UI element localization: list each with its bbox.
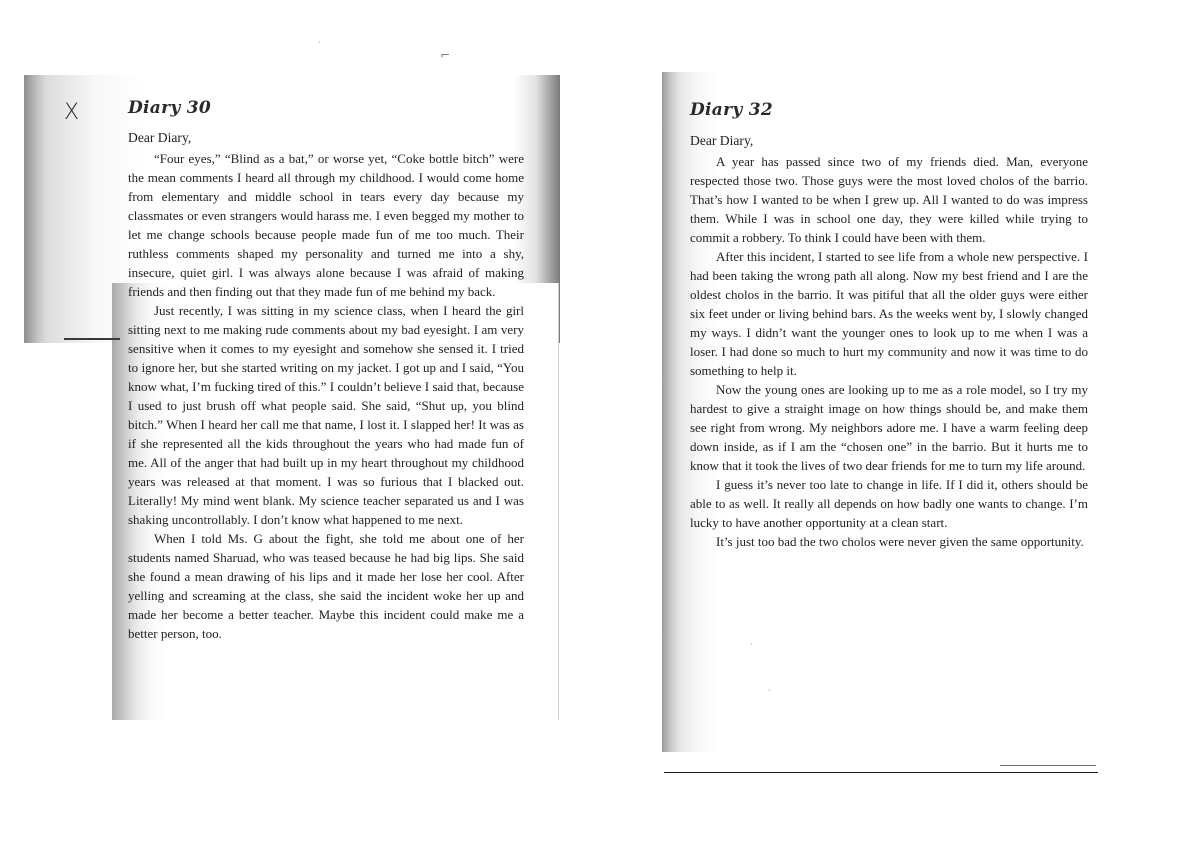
left-paragraph-3: When I told Ms. G about the fight, she told me about one of her students named Sharuad, who was teased because he had big lips. She said she found a mean drawing of his lips and it made her lose her cool. After yelling and screaming at the class, she said the incident woke her up and made her become a better teacher. Maybe this incident could make me a better person, too. — [128, 531, 524, 641]
bottom-rule-line-short — [1000, 765, 1096, 766]
scan-edge-line — [64, 338, 120, 340]
right-diary-body — [690, 152, 1088, 551]
scan-speck: ⌐ — [440, 48, 451, 62]
right-diary-heading: Diary 32 — [690, 100, 774, 120]
scan-speck: · — [750, 640, 753, 649]
scan-speck: · — [318, 38, 321, 47]
right-paragraph-2: After this incident, I started to see life from a whole new perspective. I had been taking the wrong path all along. Now my best friend and I are the oldest cholos in the barrio. It was pitiful that all the older guys were either six feet under or living behind bars. As the weeks went by, I slowly changed my ways. I didn’t want the younger ones to look up to me when I was a loser. I had done so much to hurt my community and now it was time to do something to help it. — [690, 249, 1088, 378]
right-paragraph-3: Now the young ones are looking up to me as a role model, so I try my hardest to give a straight image on how things should be, and make them see right from wrong. My neighbors adore me. I have a warm feeling deep down inside, as if I am the “chosen one” in the barrio. But it hurts me to know that it took the lives of two dear friends for me to turn my life around. — [690, 382, 1088, 473]
handwritten-x-mark: X — [64, 100, 80, 125]
right-paragraph-5: It’s just too bad the two cholos were never given the same opportunity. — [716, 534, 1084, 549]
right-salutation: Dear Diary, — [690, 133, 754, 148]
left-paragraph-1: “Four eyes,” “Blind as a bat,” or worse yet, “Coke bottle bitch” were the mean comments I heard all through my childhood. I would come home from elementary and middle school in tears every day because my classmates or even strangers would harass me. I even begged my mother to let me change schools because people made fun of me too much. Their ruthless comments shaped my personality and turned me into a shy, insecure, quiet girl. I was always alone because I was afraid of making friends and then finding out that they made fun of me behind my back. — [128, 151, 524, 299]
left-diary-body — [128, 149, 524, 643]
left-diary-heading: Diary 30 — [128, 98, 212, 118]
scan-speck: · — [768, 686, 771, 695]
right-paragraph-4: I guess it’s never too late to change in life. If I did it, others should be able to as well. It really all depends on how badly one wants to change. I’m lucky to have another opportunity at a clean start. — [690, 477, 1088, 530]
left-salutation: Dear Diary, — [128, 130, 192, 145]
left-paragraph-2: Just recently, I was sitting in my science class, when I heard the girl sitting next to me making rude comments about my bad eyesight. I am very sensitive when it comes to my eyesight and somehow she sensed it. I tried to ignore her, but she started writing on my jacket. I got up and I said, “You know what, I’m fucking tired of this.” I couldn’t believe I said that, because I used to just brush off what people said. She said, “Shut up, you blind bitch.” When I heard her call me that name, I lost it. I slapped her! It was as if she represented all the kids throughout the years who had made fun of me. All of the anger that had built up in my heart throughout my childhood years was released at that moment. I was so furious that I blacked out. Literally! My mind went blank. My science teacher separated us and I was shaking uncontrollably. I don’t know what happened to me next. — [128, 303, 524, 527]
bottom-rule-line — [664, 772, 1098, 773]
right-paragraph-1: A year has passed since two of my friends died. Man, everyone respected those two. Those guys were the most loved cholos of the barrio. That’s how I wanted to be when I grew up. All I wanted to do was impress them. While I was in school one day, they were killed while trying to commit a robbery. To think I could have been with them. — [690, 154, 1088, 245]
